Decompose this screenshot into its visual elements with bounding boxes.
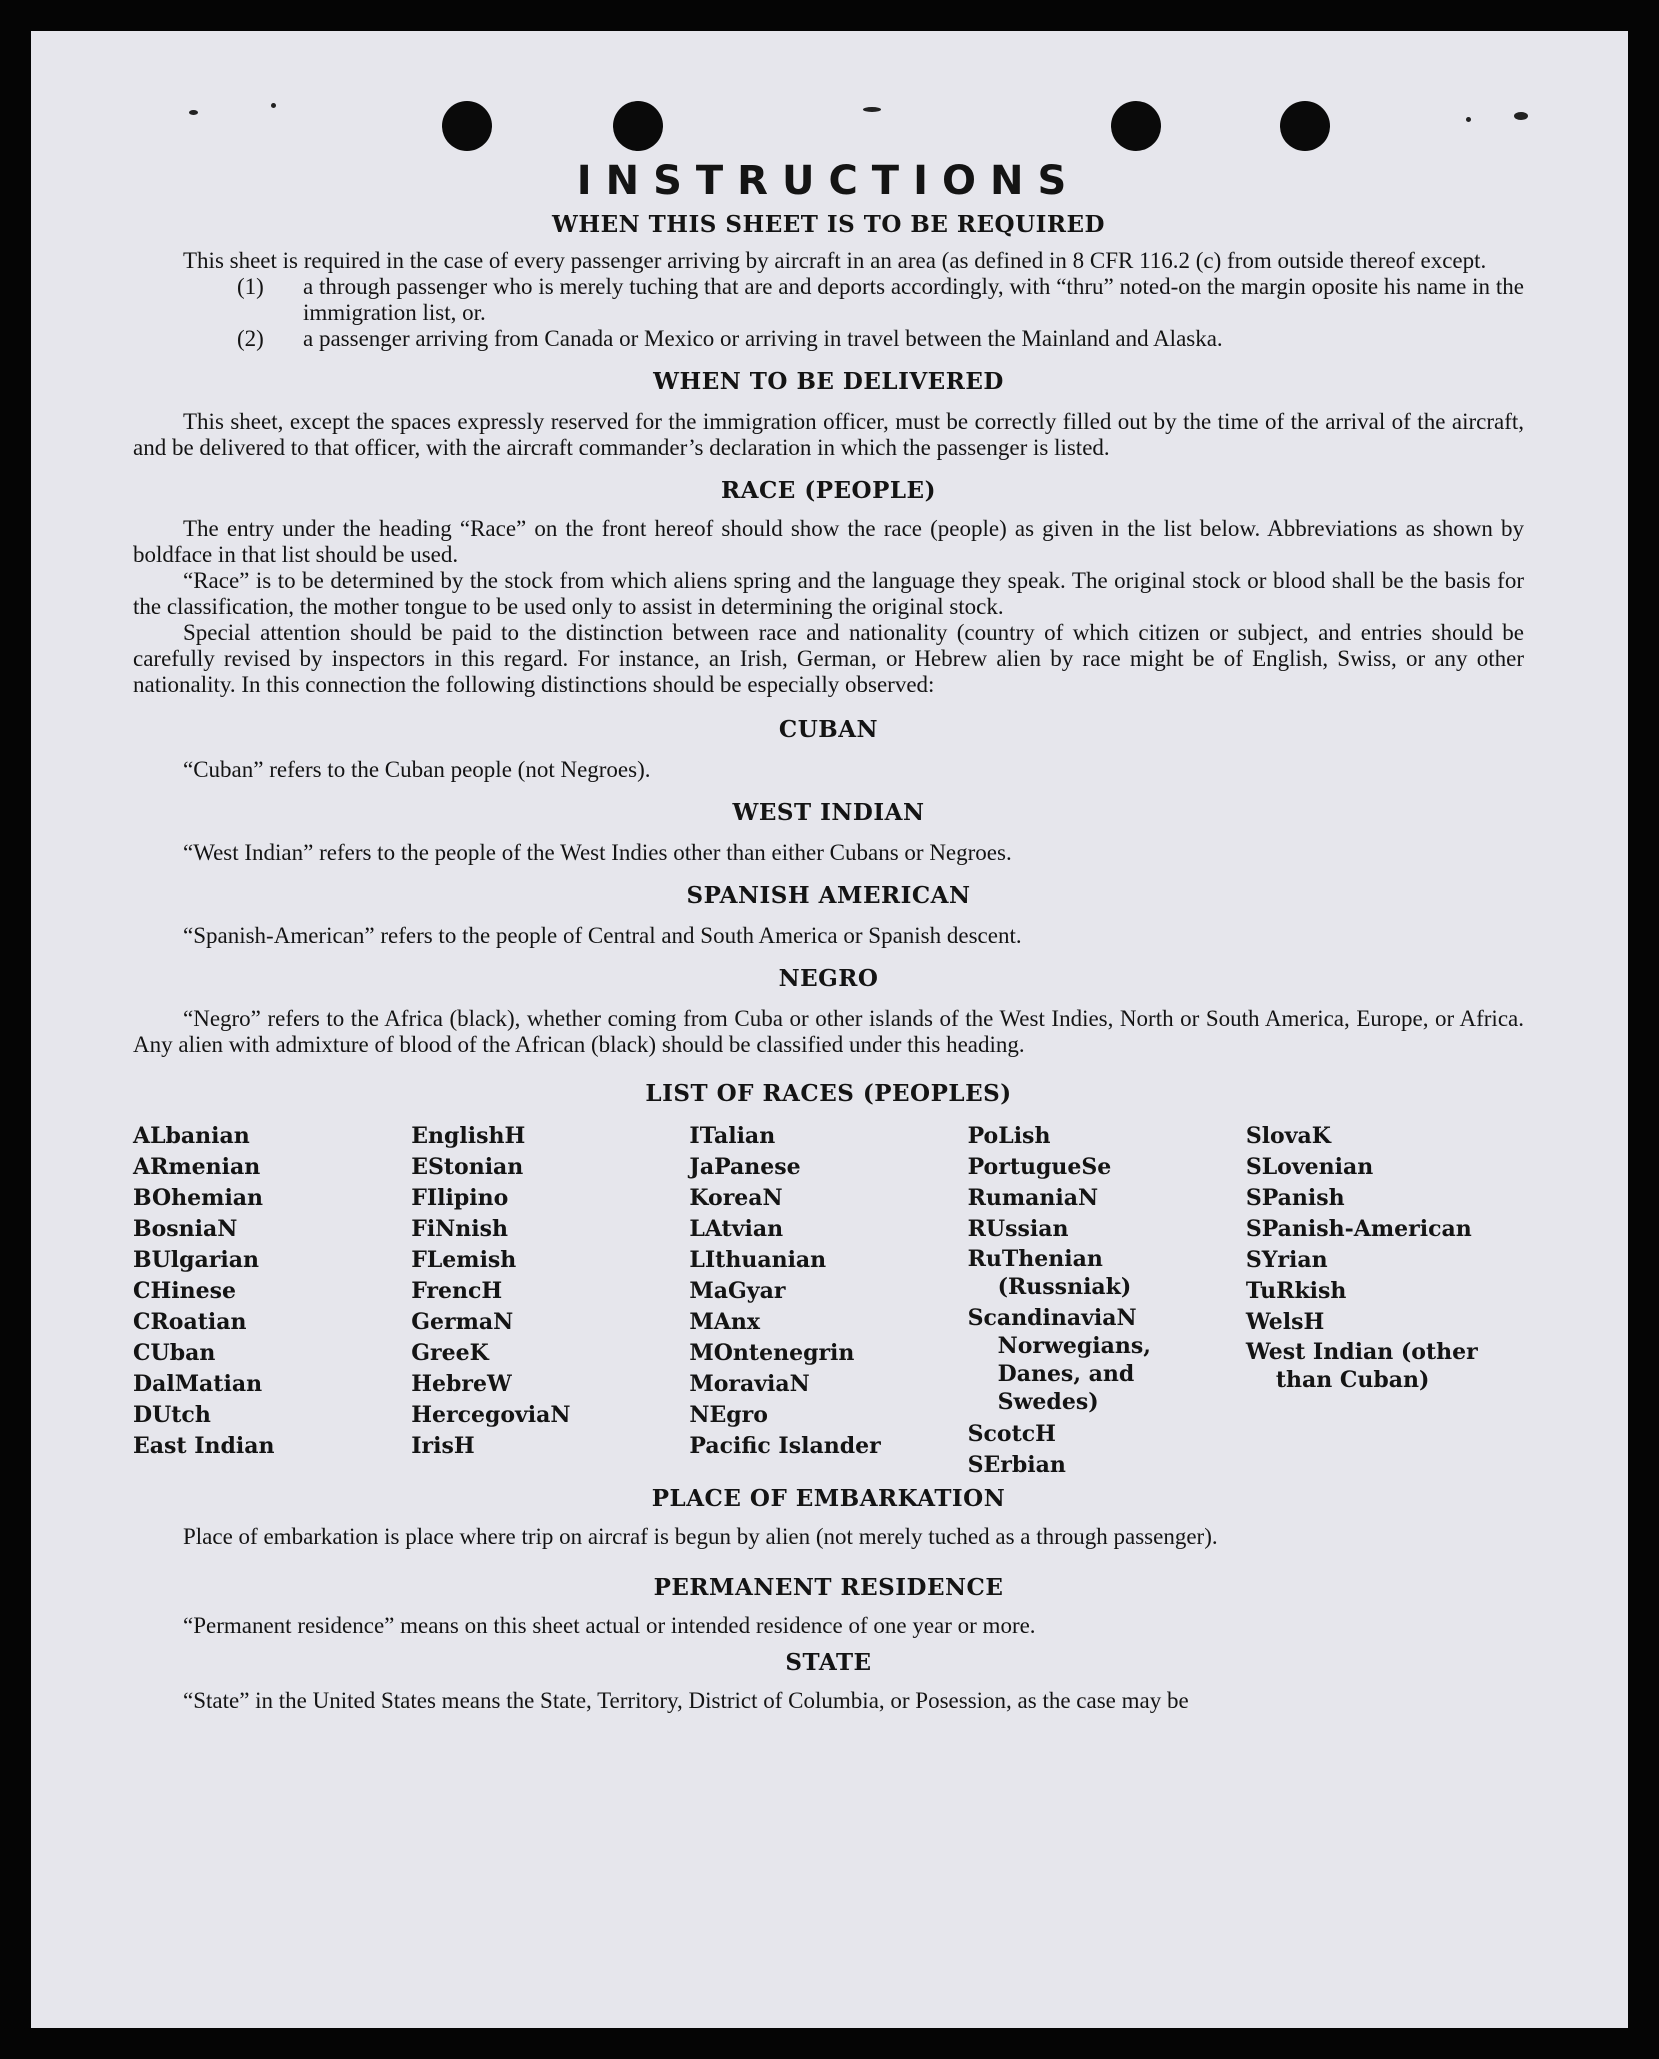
race-entry: BosniaN: [133, 1216, 238, 1242]
paper-speck: [1514, 112, 1528, 120]
race-entry: LAtvian: [689, 1216, 784, 1242]
race-entry: BUlgarian: [133, 1247, 259, 1273]
race-entry: FIlipino: [411, 1185, 509, 1211]
west-indian-text: “West Indian” refers to the people of the West Indies other than either Cubans or Negroes.: [183, 840, 1012, 865]
races-column: [411, 1121, 689, 1481]
race-entry: CUban: [133, 1340, 216, 1366]
race-entry: RUssian: [967, 1216, 1069, 1242]
heading-west-indian: WEST INDIAN: [732, 799, 925, 826]
race-entry: WelsH: [1245, 1309, 1325, 1335]
race-entry: MaGyar: [689, 1278, 786, 1304]
residence-text: “Permanent residence” means on this sheet actual or intended residence of one year or more.: [183, 1613, 1036, 1638]
race-entry: RuThenian (Russniak): [967, 1246, 1132, 1300]
race-entry: SPanish-American: [1245, 1216, 1472, 1242]
heading-list-of-races: LIST OF RACES (PEOPLES): [645, 1080, 1012, 1107]
punch-hole: [613, 101, 663, 151]
exception-item: [237, 274, 1524, 326]
instructions-content: [133, 157, 1524, 1714]
race-entry: LIthuanian: [689, 1247, 827, 1273]
race-entry: MOntenegrin: [689, 1340, 855, 1366]
paper-speck: [189, 110, 198, 115]
heading-embarkation: PLACE OF EMBARKATION: [651, 1485, 1006, 1512]
paper-speck: [271, 103, 276, 108]
race-entry: TuRkish: [1245, 1278, 1347, 1304]
race-entry: Pacific Islander: [689, 1433, 881, 1459]
page-title: INSTRUCTIONS: [576, 158, 1081, 204]
when-delivered-text: This sheet, except the spaces expressly reserved for the immigration officer, must be correctly filled out by the time of the arrival of the aircraft, and be delivered to that officer, with the aircraft commander’s declaration in which the passenger is listed.: [133, 409, 1524, 460]
race-entry: DalMatian: [133, 1371, 263, 1397]
race-entry: FiNnish: [411, 1216, 509, 1242]
race-entry: NEgro: [689, 1402, 768, 1428]
when-required-intro: This sheet is required in the case of every passenger arriving by aircraft in an area (as defined in 8 CFR 116.2 (c) from outside thereof except.: [183, 248, 1487, 273]
races-column: [968, 1121, 1246, 1481]
race-paragraph: The entry under the heading “Race” on the front hereof should show the race (people) as given in the list below. Abbreviations as shown by boldface in that list should be used.: [133, 516, 1524, 567]
exception-item: [237, 326, 1524, 352]
race-entry: HercegoviaN: [411, 1402, 571, 1428]
race-entry: RumaniaN: [967, 1185, 1099, 1211]
embarkation-text: Place of embarkation is place where trip on aircraf is begun by alien (not merely tuched as a through passenger).: [183, 1524, 1218, 1549]
race-entry: MoraviaN: [689, 1371, 810, 1397]
races-column: [1246, 1121, 1524, 1481]
race-entry: MAnx: [689, 1309, 760, 1335]
race-entry: PortugueSe: [967, 1154, 1112, 1180]
paper-speck: [1466, 117, 1471, 122]
race-entry: ScandinaviaN Norwegians, Danes, and Swedes): [967, 1305, 1151, 1415]
race-entry: DUtch: [133, 1402, 211, 1428]
race-entry: EStonian: [411, 1154, 524, 1180]
race-entry: ITalian: [689, 1123, 776, 1149]
document-sheet: [31, 31, 1628, 2028]
race-entry: FLemish: [411, 1247, 517, 1273]
paper-speck: [863, 107, 881, 112]
heading-negro: NEGRO: [778, 965, 879, 992]
races-column: [133, 1121, 411, 1481]
race-entry: GreeK: [411, 1340, 489, 1366]
negro-text: “Negro” refers to the Africa (black), whether coming from Cuba or other islands of the West Indies, North or South America, Europe, or Africa. Any alien with admixture of blood of the African (black) should be classified under this heading.: [133, 1006, 1524, 1057]
race-entry: SYrian: [1245, 1247, 1328, 1273]
race-entry: KoreaN: [689, 1185, 783, 1211]
punch-hole: [1111, 101, 1161, 151]
race-entry: ARmenian: [133, 1154, 261, 1180]
punch-hole: [1280, 101, 1330, 151]
heading-state: STATE: [785, 1649, 872, 1676]
race-entry: ScotcH: [967, 1421, 1056, 1447]
spanish-american-text: “Spanish-American” refers to the people of Central and South America or Spanish descent.: [183, 923, 1022, 948]
race-entry: HebreW: [411, 1371, 512, 1397]
races-column: [689, 1121, 967, 1481]
race-entry: SPanish: [1245, 1185, 1345, 1211]
race-entry: West Indian (other than Cuban): [1245, 1339, 1478, 1393]
race-paragraph: Special attention should be paid to the distinction between race and nationality (country of which citizen or subject, and entries should be carefully revised by inspectors in this regard. For instance, an Irish, German, or Hebrew alien by race might be of English, Swiss, or any other nationality. In this connection the following distinctions should be especially observed:: [133, 620, 1524, 697]
races-table: [133, 1121, 1524, 1481]
race-entry: EnglishH: [411, 1123, 526, 1149]
heading-cuban: CUBAN: [778, 716, 879, 743]
race-entry: BOhemian: [133, 1185, 264, 1211]
race-entry: FrencH: [411, 1278, 503, 1304]
race-entry: PoLish: [967, 1123, 1051, 1149]
exception-text: a through passenger who is merely tuching that are and deports accordingly, with “thru” noted-on the margin oposite his name in the immigration list, or.: [303, 274, 1524, 325]
race-entry: ALbanian: [133, 1123, 250, 1149]
heading-race: RACE (PEOPLE): [721, 477, 936, 504]
exception-number: (1): [237, 274, 264, 299]
exception-number: (2): [237, 326, 264, 351]
cuban-text: “Cuban” refers to the Cuban people (not Negroes).: [183, 757, 651, 782]
heading-spanish-american: SPANISH AMERICAN: [686, 882, 971, 909]
race-entry: SErbian: [967, 1452, 1066, 1478]
heading-when-required: WHEN THIS SHEET IS TO BE REQUIRED: [552, 211, 1105, 238]
race-entry: CRoatian: [133, 1309, 247, 1335]
state-text: “State” in the United States means the State, Territory, District of Columbia, or Posession, as the case may be: [183, 1688, 1189, 1713]
race-entry: East Indian: [133, 1433, 275, 1459]
race-entry: SLovenian: [1245, 1154, 1374, 1180]
heading-when-delivered: WHEN TO BE DELIVERED: [653, 368, 1004, 395]
race-entry: IrisH: [411, 1433, 475, 1459]
race-entry: SlovaK: [1245, 1123, 1331, 1149]
race-entry: GermaN: [411, 1309, 514, 1335]
heading-residence: PERMANENT RESIDENCE: [653, 1574, 1004, 1601]
punch-hole: [442, 101, 492, 151]
race-paragraph: “Race” is to be determined by the stock from which aliens spring and the language they speak. The original stock or blood shall be the basis for the classification, the mother tongue to be used only to assist in determining the original stock.: [133, 568, 1524, 619]
exception-text: a passenger arriving from Canada or Mexico or arriving in travel between the Mainland and Alaska.: [303, 326, 1223, 351]
race-entry: JaPanese: [689, 1154, 801, 1180]
race-entry: CHinese: [133, 1278, 237, 1304]
